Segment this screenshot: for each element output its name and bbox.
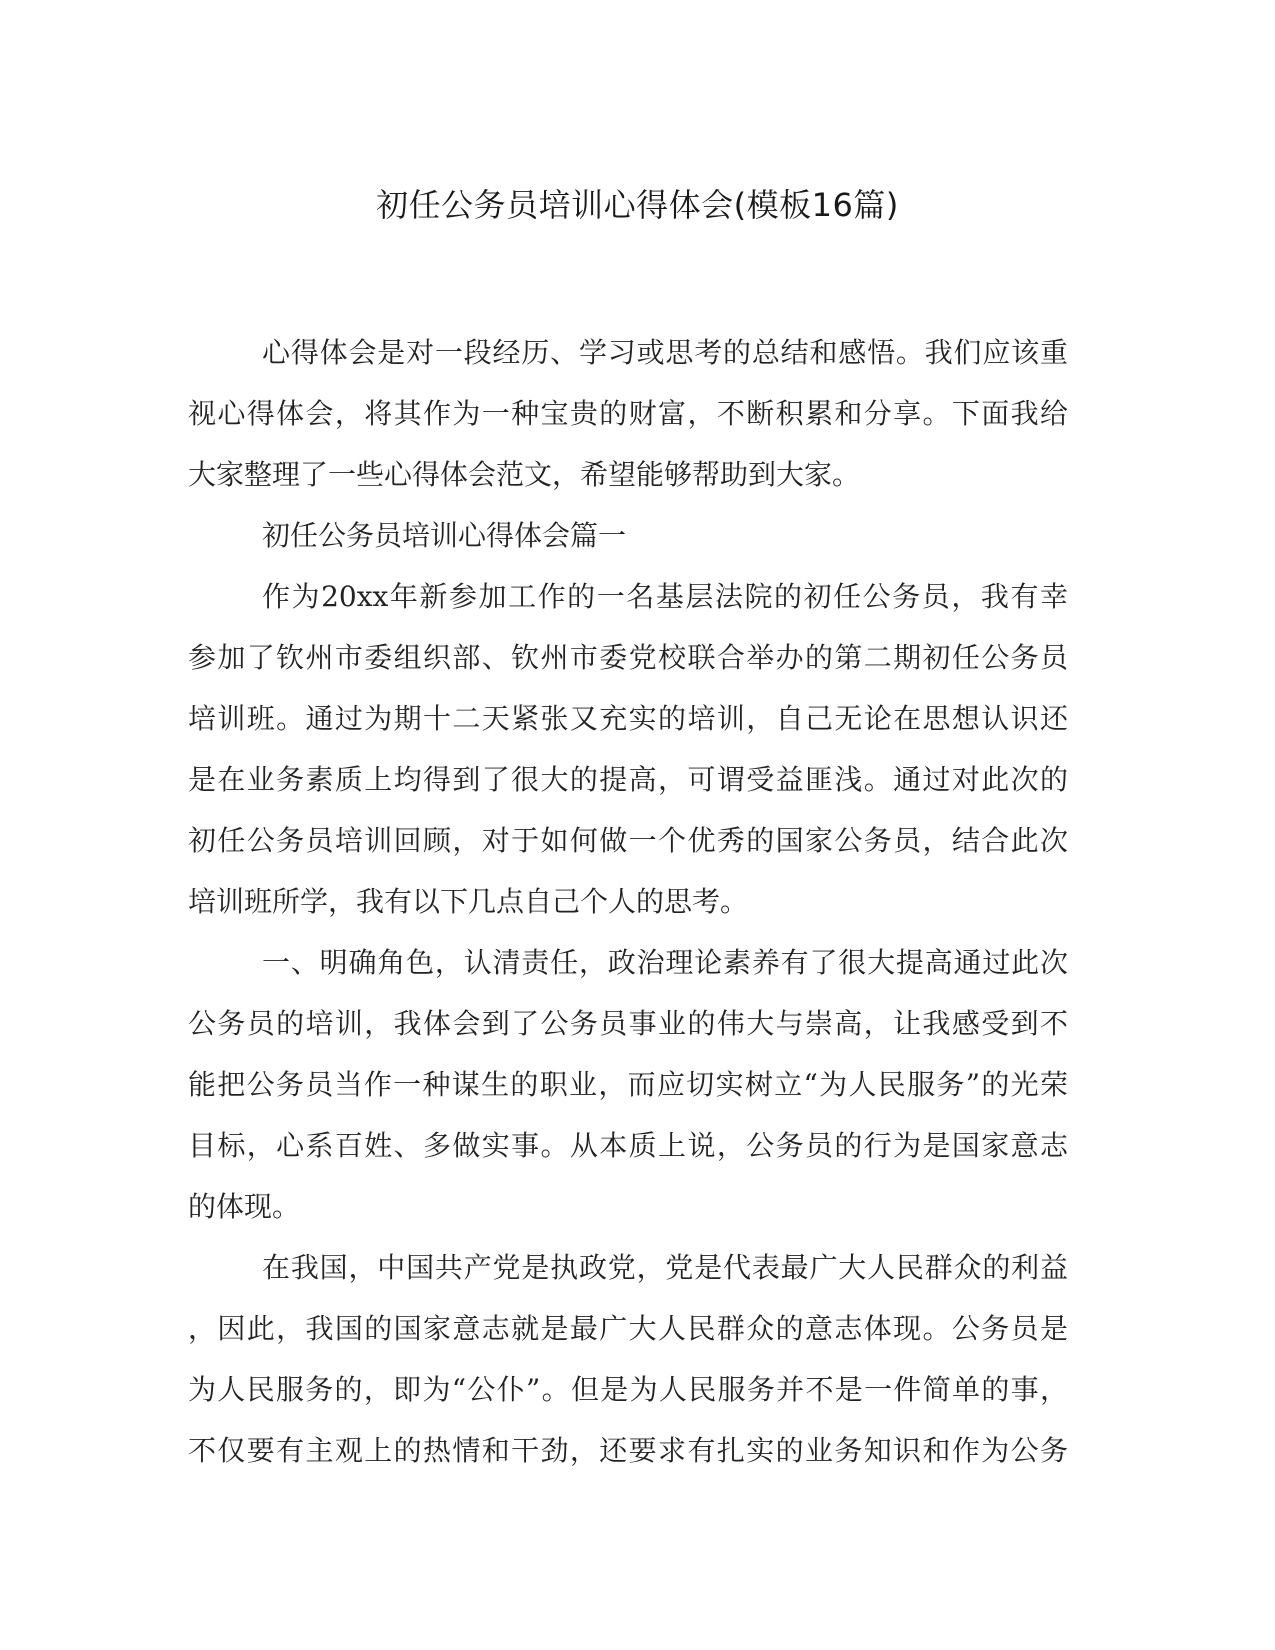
text-line: 作为20xx年新参加工作的一名基层法院的初任公务员，我有幸 xyxy=(262,580,1068,613)
document-body xyxy=(188,322,1068,1481)
text-line: 能把公务员当作一种谋生的职业，而应切实树立“为人民服务”的光荣 xyxy=(188,1068,1068,1101)
document-title: 初任公务员培训心得体会(模板16篇) xyxy=(376,186,899,224)
text-line: ，因此，我国的国家意志就是最广大人民群众的意志体现。公务员是 xyxy=(188,1312,1068,1345)
text-line: 初任公务员培训回顾，对于如何做一个优秀的国家公务员，结合此次 xyxy=(188,824,1068,857)
text-line: 的体现。 xyxy=(188,1190,301,1223)
text-line: 大家整理了一些心得体会范文，希望能够帮助到大家。 xyxy=(188,458,861,491)
text-line: 是在业务素质上均得到了很大的提高，可谓受益匪浅。通过对此次的 xyxy=(188,763,1068,796)
text-line: 一、明确角色，认清责任，政治理论素养有了很大提高通过此次 xyxy=(262,946,1068,979)
text-line: 培训班所学，我有以下几点自己个人的思考。 xyxy=(188,885,749,918)
text-line: 为人民服务的，即为“公仆”。但是为人民服务并不是一件简单的事， xyxy=(188,1373,1068,1406)
text-line: 培训班。通过为期十二天紧张又充实的培训，自己无论在思想认识还 xyxy=(188,702,1068,735)
text-line: 参加了钦州市委组织部、钦州市委党校联合举办的第二期初任公务员 xyxy=(188,641,1068,674)
text-line: 视心得体会，将其作为一种宝贵的财富，不断积累和分享。下面我给 xyxy=(188,397,1068,430)
text-line: 公务员的培训，我体会到了公务员事业的伟大与崇高，让我感受到不 xyxy=(188,1007,1068,1040)
text-line: 初任公务员培训心得体会篇一 xyxy=(262,519,627,552)
text-line: 不仅要有主观上的热情和干劲，还要求有扎实的业务知识和作为公务 xyxy=(188,1434,1068,1467)
text-line: 在我国，中国共产党是执政党，党是代表最广大人民群众的利益 xyxy=(262,1251,1068,1284)
text-line: 心得体会是对一段经历、学习或思考的总结和感悟。我们应该重 xyxy=(262,336,1068,369)
text-line: 目标，心系百姓、多做实事。从本质上说，公务员的行为是国家意志 xyxy=(188,1129,1068,1162)
